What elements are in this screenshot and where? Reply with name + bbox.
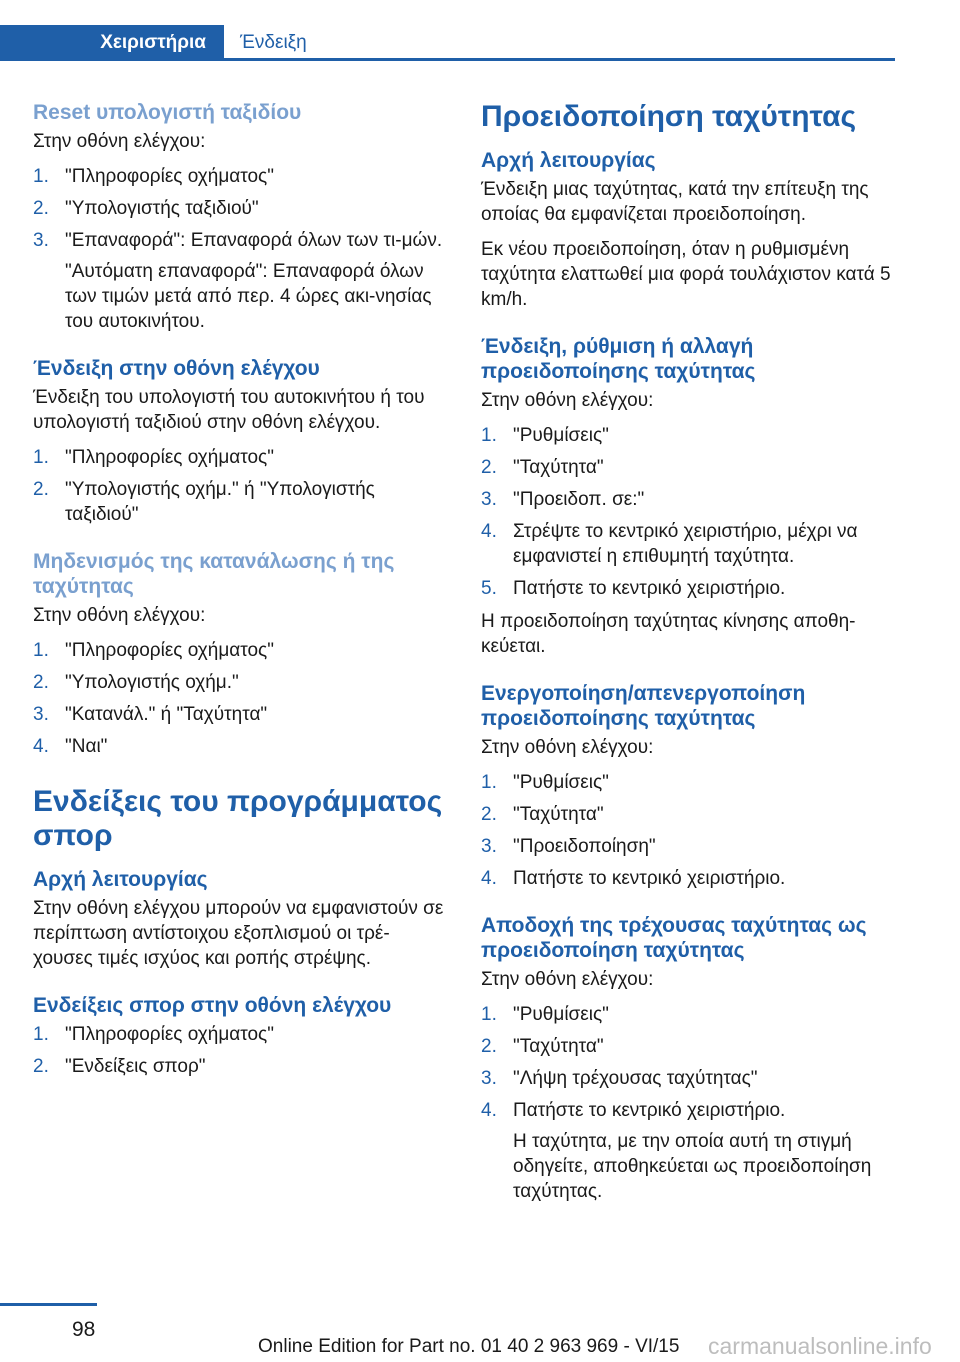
list-item: 2. "Υπολογιστής οχήμ."	[33, 672, 239, 693]
page-number: 98	[72, 1318, 96, 1341]
section-zero-intro: Στην οθόνη ελέγχου:	[33, 605, 206, 626]
right-column	[481, 100, 896, 1212]
list-item: 1. "Πληροφορίες οχήματος"	[33, 1024, 274, 1045]
list-item: 2. "Ταχύτητα"	[481, 804, 604, 825]
list-item: 4. Πατήστε το κεντρικό χειριστήριο.	[481, 868, 786, 889]
principle-p2: Εκ νέου προειδοποίηση, όταν η ρυθμισμένη ταχύτητα ελαττωθεί μια φορά τουλάχιστον κατά 5 km/h.	[481, 239, 891, 310]
toggle-steps-list	[481, 770, 896, 891]
watermark: carmanualsonline.info	[708, 1333, 932, 1359]
list-item: 1. "Ρυθμίσεις"	[481, 1004, 609, 1025]
list-item: 3. "Επαναφορά": Επαναφορά όλων των τι-μών. "Αυτόματη επαναφορά": Επαναφορά όλων των τιμών μετά από περ. 4 ώρες ακι-νησίας του αυτοκινήτου.	[33, 228, 448, 334]
sport-principle-title: Αρχή λειτουργίας	[33, 868, 208, 891]
list-item: 3. "Προειδοπ. σε:"	[481, 489, 645, 510]
display-steps-list	[33, 445, 448, 527]
sport-display-title: Ενδείξεις σπορ στην οθόνη ελέγχου	[33, 994, 392, 1017]
section-set-intro: Στην οθόνη ελέγχου:	[481, 390, 654, 411]
tab-display[interactable]: Ένδειξη	[240, 32, 307, 53]
reset-auto-note: "Αυτόματη επαναφορά": Επαναφορά όλων των τιμών μετά από περ. 4 ώρες ακι-νησίας του αυτοκινήτου.	[65, 261, 432, 332]
section-display-title: Ένδειξη στην οθόνη ελέγχου	[33, 357, 320, 380]
tab-controls[interactable]: Χειριστήρια	[0, 25, 224, 61]
list-item: 1. "Πληροφορίες οχήματος"	[33, 447, 274, 468]
list-item: 4. "Ναι"	[33, 736, 108, 757]
accept-steps-list	[481, 1002, 896, 1204]
edition-text: Online Edition for Part no. 01 40 2 963 969 - VI/15	[258, 1336, 680, 1357]
section-accept-intro: Στην οθόνη ελέγχου:	[481, 969, 654, 990]
set-steps-list	[481, 423, 896, 601]
section-set-title: Ένδειξη, ρύθμιση ή αλλαγή προειδοποίησης ταχύτητας	[481, 335, 756, 383]
section-reset-title: Reset υπολογιστή ταξιδίου	[33, 101, 302, 124]
list-item: 1. "Ρυθμίσεις"	[481, 425, 609, 446]
section-display-intro: Ένδειξη του υπολογιστή του αυτοκινήτου ή του υπολογιστή ταξιδιού στην οθόνη ελέγχου.	[33, 387, 425, 433]
principle-p1: Ένδειξη μιας ταχύτητας, κατά την επίτευξη της οποίας θα εμφανίζεται προειδοποίηση.	[481, 179, 869, 225]
list-item: 4. Στρέψτε το κεντρικό χειριστήριο, μέχρι να εμφανιστεί η επιθυμητή ταχύτητα.	[481, 521, 858, 567]
set-note: Η προειδοποίηση ταχύτητας κίνησης αποθη-κεύεται.	[481, 611, 856, 657]
list-item: 1. "Πληροφορίες οχήματος"	[33, 166, 274, 187]
list-item: 2. "Ταχύτητα"	[481, 1036, 604, 1057]
header-tabbar	[0, 25, 895, 61]
list-item: 2. "Υπολογιστής ταξιδιού"	[33, 198, 259, 219]
section-sport-title: Ενδείξεις του προγράμματος σπορ	[33, 785, 443, 852]
sport-principle-text: Στην οθόνη ελέγχου μπορούν να εμφανιστούν σε περίπτωση αντίστοιχου εξοπλισμού οι τρέ-χουσες τιμές ισχύος και ροπής στρέψης.	[33, 898, 444, 969]
list-item: 3. "Προειδοποίηση"	[481, 836, 656, 857]
reset-steps-list	[33, 164, 448, 334]
section-toggle-title: Ενεργοποίηση/απενεργοποίηση προειδοποίησης ταχύτητας	[481, 682, 806, 730]
list-item: 1. "Ρυθμίσεις"	[481, 772, 609, 793]
sport-display-steps-list	[33, 1022, 448, 1079]
section-accept-title: Αποδοχή της τρέχουσας ταχύτητας ως προειδοποίηση ταχύτητας	[481, 914, 867, 962]
header-rule	[224, 58, 895, 61]
left-column	[33, 100, 448, 1087]
section-reset-intro: Στην οθόνη ελέγχου:	[33, 131, 206, 152]
list-item: 3. "Κατανάλ." ή "Ταχύτητα"	[33, 704, 268, 725]
zero-steps-list	[33, 638, 448, 759]
principle-title: Αρχή λειτουργίας	[481, 149, 656, 172]
section-toggle-intro: Στην οθόνη ελέγχου:	[481, 737, 654, 758]
list-item: 3. "Λήψη τρέχουσας ταχύτητας"	[481, 1068, 758, 1089]
list-item: 4. Πατήστε το κεντρικό χειριστήριο. Η ταχύτητα, με την οποία αυτή τη στιγμή οδηγείτε, αποθηκεύεται ως προειδοποίηση ταχύτητας.	[481, 1098, 896, 1204]
footer-rule	[0, 1303, 97, 1306]
accept-note: Η ταχύτητα, με την οποία αυτή τη στιγμή οδηγείτε, αποθηκεύεται ως προειδοποίηση ταχύτητας.	[513, 1131, 872, 1202]
section-zero-title: Μηδενισμός της κατανάλωσης ή της ταχύτητας	[33, 550, 395, 598]
list-item: 1. "Πληροφορίες οχήματος"	[33, 640, 274, 661]
list-item: 5. Πατήστε το κεντρικό χειριστήριο.	[481, 578, 786, 599]
list-item: 2. "Υπολογιστής οχήμ." ή "Υπολογιστής ταξιδιού"	[33, 479, 375, 525]
list-item: 2. "Ταχύτητα"	[481, 457, 604, 478]
list-item: 2. "Ενδείξεις σπορ"	[33, 1056, 206, 1077]
section-warn-title: Προειδοποίηση ταχύτητας	[481, 100, 857, 133]
